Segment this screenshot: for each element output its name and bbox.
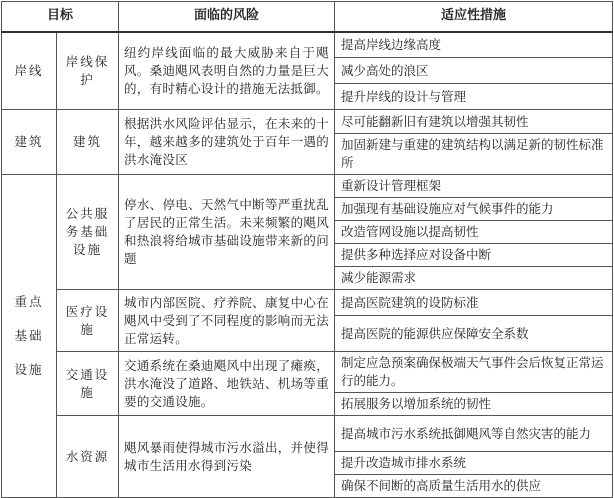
sub-goal-cell: 岸线保护 — [57, 32, 119, 110]
goal-cell-infrastructure — [2, 175, 57, 498]
risk-cell: 根据洪水风险评估显示，在未来的十年，越来越多的建筑处于百年一遇的洪水淹没区 — [119, 110, 335, 175]
measure-cell: 加固新建与重建的建筑结构以满足新的韧性标准所 — [335, 134, 613, 175]
table-row — [2, 352, 613, 393]
table-row — [2, 110, 613, 134]
table-row — [2, 32, 613, 58]
sub-goal-cell: 交通设施 — [57, 352, 119, 416]
table-row — [2, 416, 613, 452]
table-row — [2, 290, 613, 316]
measure-cell: 提高城市污水系统抵御飓风等自然灾害的能力 — [335, 416, 613, 452]
goal-line: 设施 — [14, 362, 44, 377]
header-measures: 适应性措施 — [335, 2, 613, 32]
header-goal: 目标 — [2, 2, 119, 32]
adaptation-measures-table — [1, 1, 613, 498]
sub-goal-cell: 建筑 — [57, 110, 119, 175]
goal-line: 基础 — [14, 328, 44, 343]
sub-goal-cell: 医疗设施 — [57, 290, 119, 352]
measure-cell: 减少高处的浪区 — [335, 58, 613, 84]
goal-line: 重点 — [14, 294, 44, 309]
measure-cell: 改造管网设施以提高韧性 — [335, 221, 613, 244]
risk-cell: 飓风暴雨使得城市污水溢出，并使得城市生活用水得到污染 — [119, 416, 335, 498]
risk-cell: 纽约岸线面临的最大威胁来自于飓风。桑迪飓风表明自然的力量是巨大的，有时精心设计的措施无法抵御。 — [119, 32, 335, 110]
measure-cell: 提供多种选择应对设备中断 — [335, 244, 613, 267]
header-risk: 面临的风险 — [119, 2, 335, 32]
measure-cell: 提高医院建筑的设防标准 — [335, 290, 613, 316]
sub-goal-cell: 水资源 — [57, 416, 119, 498]
risk-cell: 城市内部医院、疗养院、康复中心在飓风中受到了不同程度的影响而无法正常运转。 — [119, 290, 335, 352]
measure-cell: 制定应急预案确保极端天气事件会后恢复正常运行的能力。 — [335, 352, 613, 393]
measure-cell: 加强现有基础设施应对气候事件的能力 — [335, 198, 613, 221]
goal-cell: 岸线 — [2, 32, 57, 110]
measure-cell: 提高岸线边缘高度 — [335, 32, 613, 58]
risk-cell: 停水、停电、天然气中断等严重扰乱了居民的正常生活。未来频繁的飓风和热浪将给城市基础设施带来新的问题 — [119, 175, 335, 290]
goal-cell: 建筑 — [2, 110, 57, 175]
measure-cell: 提升岸线的设计与管理 — [335, 84, 613, 110]
risk-cell: 交通系统在桑迪飓风中出现了瘫痪，洪水淹没了道路、地铁站、机场等重要的交通设施。 — [119, 352, 335, 416]
measure-cell: 重新设计管理框架 — [335, 175, 613, 198]
measure-cell: 尽可能翻新旧有建筑以增强其韧性 — [335, 110, 613, 134]
measure-cell: 确保不间断的高质量生活用水的供应 — [335, 475, 613, 498]
table-row — [2, 175, 613, 198]
measure-cell: 拓展服务以增加系统的韧性 — [335, 393, 613, 416]
measure-cell: 提高医院的能源供应保障安全系数 — [335, 316, 613, 352]
measure-cell: 减少能源需求 — [335, 267, 613, 290]
measure-cell: 提升改造城市排水系统 — [335, 452, 613, 475]
sub-goal-cell: 公共服务基础设施 — [57, 175, 119, 290]
